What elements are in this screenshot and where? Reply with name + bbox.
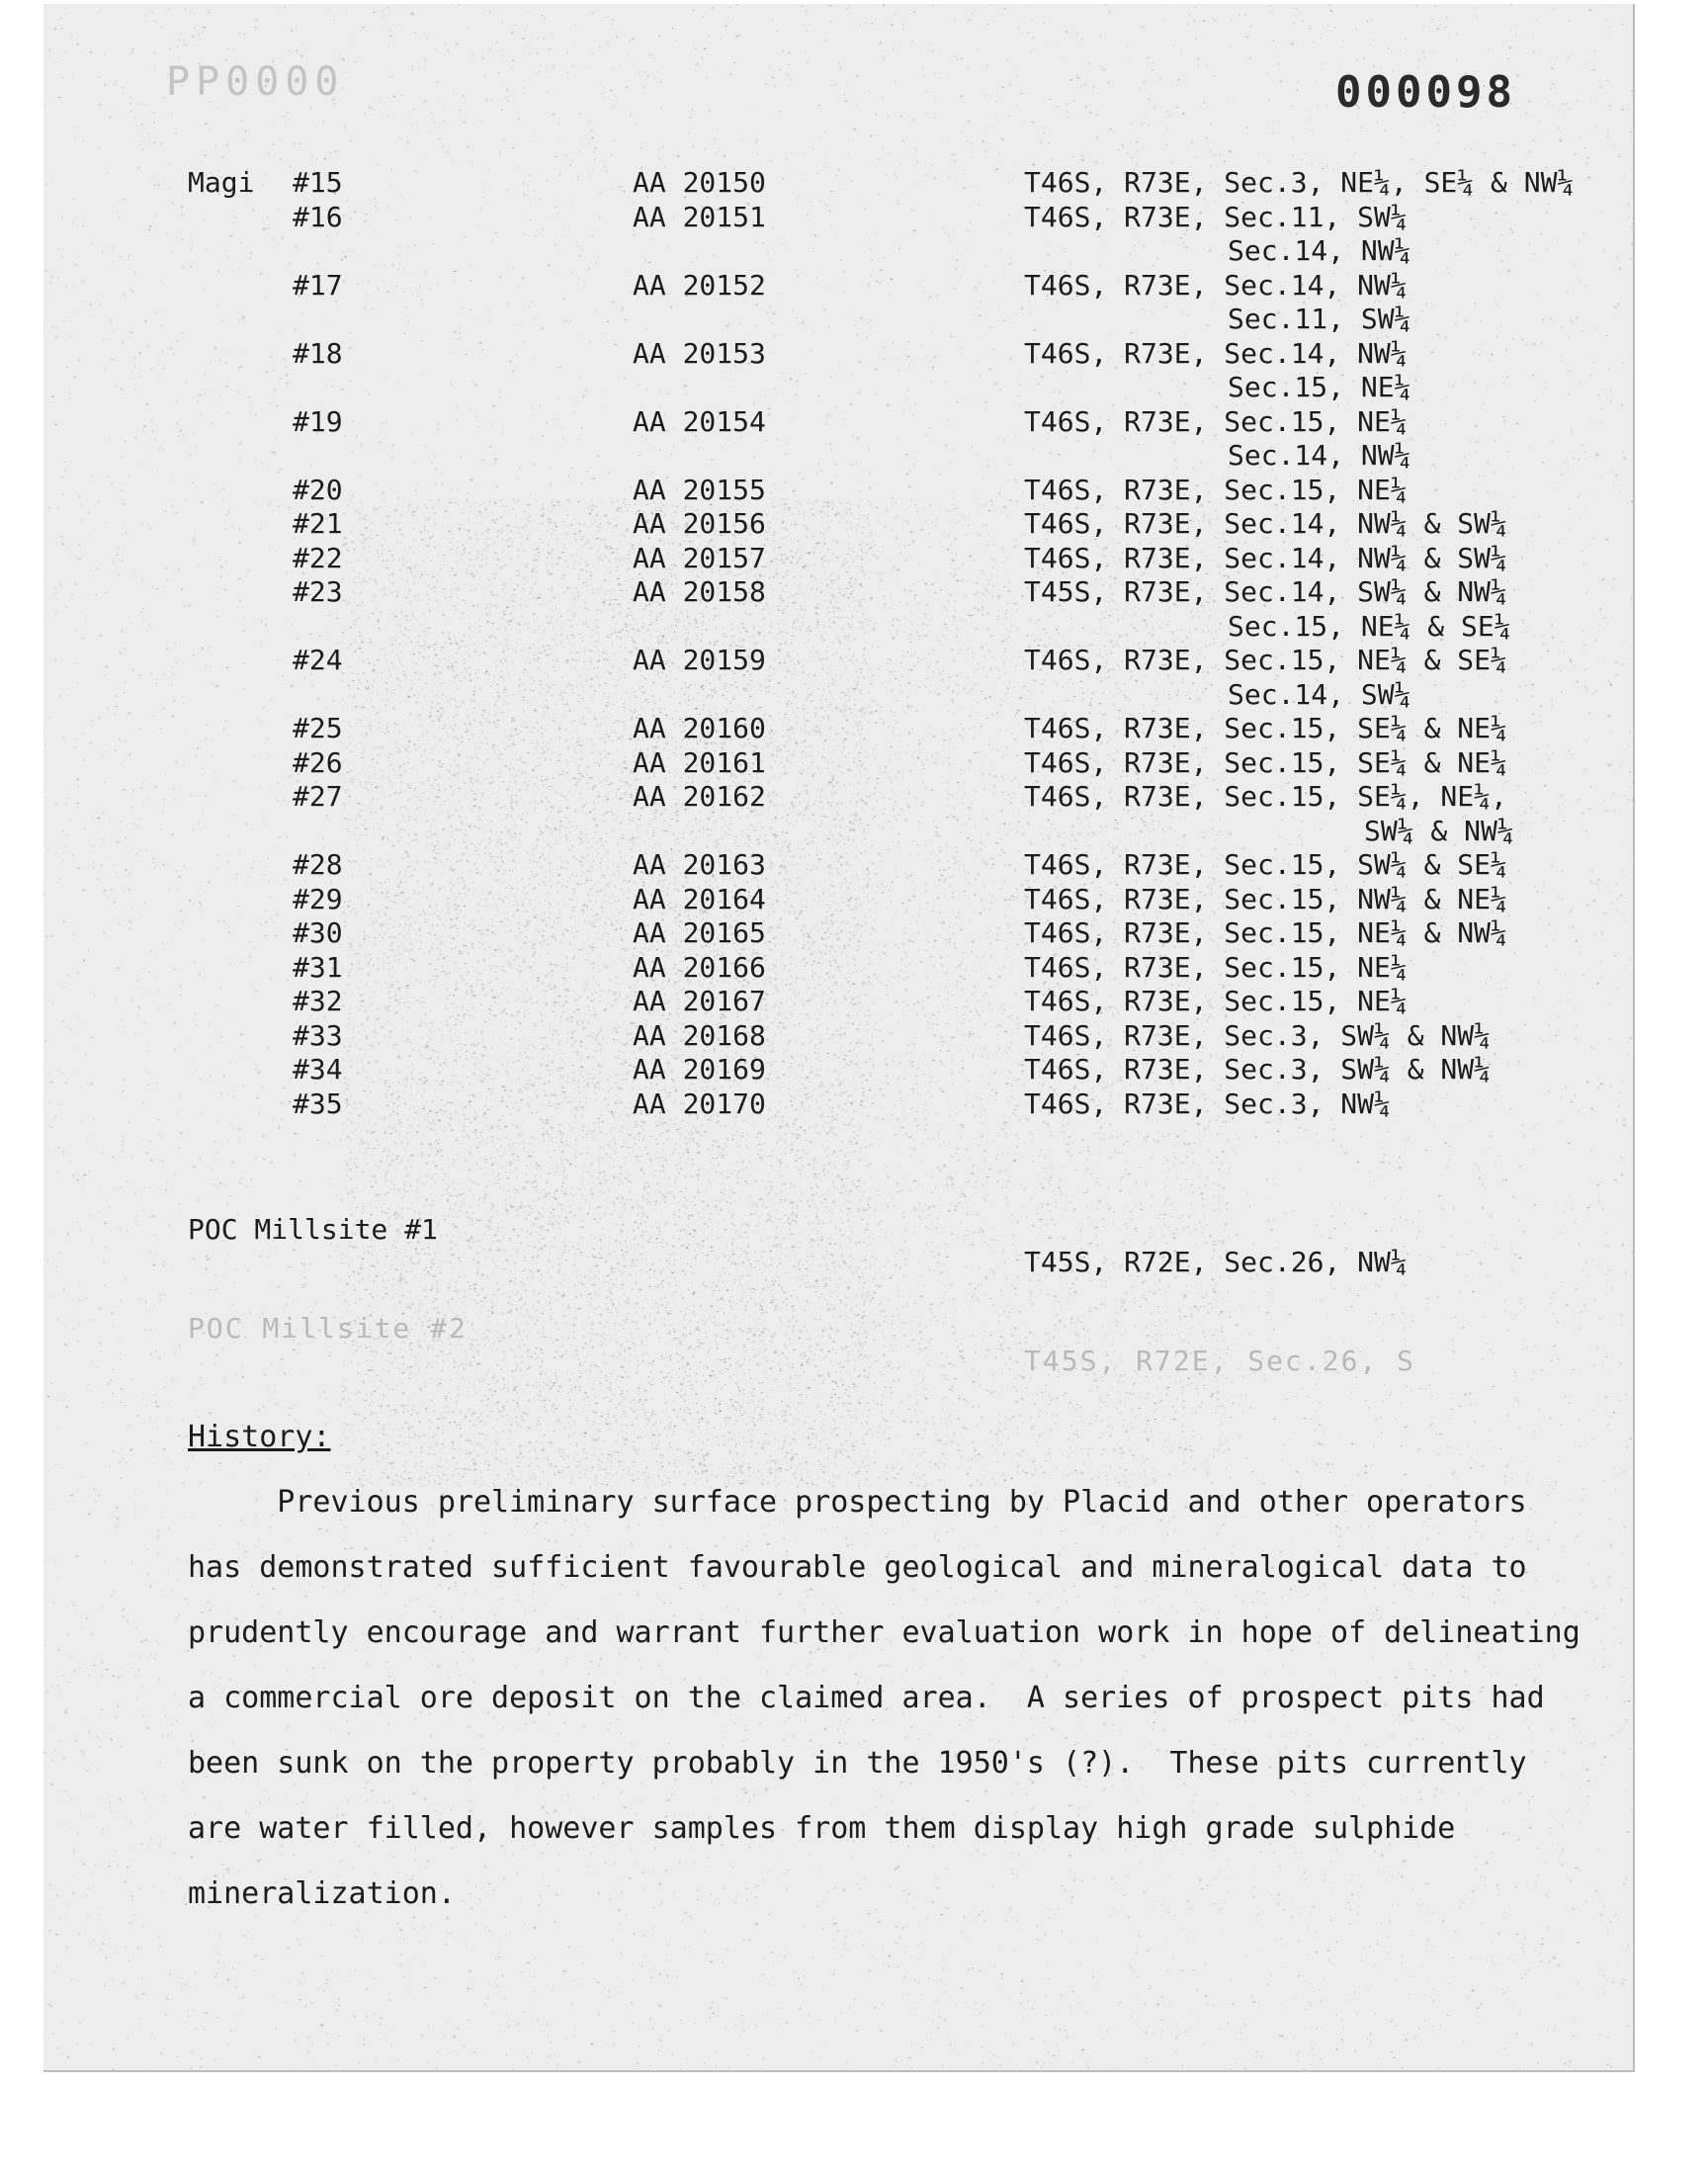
claim-location-continued: Sec.11, SW¼ — [1228, 303, 1411, 335]
certificate-number: AA 20167 — [633, 985, 766, 1017]
claim-number: #31 — [293, 950, 343, 984]
claim-number: #27 — [293, 780, 343, 813]
millsite-location: T45S, R72E, Sec.26, NW¼ — [1024, 1246, 1408, 1278]
certificate-number: AA 20169 — [633, 1053, 766, 1086]
table-row-continuation — [43, 815, 1633, 848]
claim-location: T46S, R73E, Sec.3, SW¼ & NW¼ — [1024, 1053, 1492, 1086]
claim-number: #24 — [293, 644, 343, 676]
claim-location: T46S, R73E, Sec.14, NW¼ — [1024, 268, 1408, 302]
table-row — [43, 474, 1633, 507]
paragraph-line: been sunk on the property probably in the 1950's (?). These pits currently — [188, 1746, 1527, 1781]
claim-number: #26 — [293, 745, 343, 779]
table-row — [43, 985, 1633, 1018]
certificate-number: AA 20168 — [633, 1018, 766, 1052]
certificate-number: AA 20153 — [633, 336, 766, 370]
table-row — [43, 507, 1633, 541]
paragraph-line: are water filled, however samples from them display high grade sulphide — [188, 1811, 1456, 1846]
claim-location: T46S, R73E, Sec.3, SW¼ & NW¼ — [1024, 1018, 1492, 1052]
certificate-number: AA 20158 — [633, 575, 766, 608]
claim-number: #32 — [293, 985, 343, 1017]
table-row — [43, 644, 1633, 677]
table-row — [43, 883, 1633, 916]
table-row — [43, 746, 1633, 780]
claim-number: #25 — [293, 712, 343, 744]
claim-number: #20 — [293, 473, 343, 506]
table-row-continuation — [43, 234, 1633, 268]
table-row — [43, 780, 1633, 814]
table-row — [43, 951, 1633, 985]
page-number: 000098 — [1335, 67, 1516, 118]
table-row — [43, 712, 1633, 745]
claim-number: #17 — [293, 268, 343, 302]
claim-number: #22 — [293, 541, 343, 574]
table-row-continuation — [43, 371, 1633, 404]
paragraph-line: mineralization. — [188, 1876, 456, 1911]
table-row — [43, 166, 1633, 200]
table-row-continuation — [43, 678, 1633, 712]
claim-location: T46S, R73E, Sec.15, SW¼ & SE¼ — [1024, 848, 1507, 881]
table-row — [43, 405, 1633, 439]
certificate-number: AA 20156 — [633, 507, 766, 540]
faded-location: T45S, R72E, Sec.26, S — [1024, 1345, 1416, 1377]
claim-number: #18 — [293, 336, 343, 370]
claim-number: #23 — [293, 575, 343, 608]
history-heading: History: — [188, 1420, 331, 1454]
certificate-number: AA 20152 — [633, 268, 766, 302]
document-page — [43, 4, 1635, 2072]
claim-location: T46S, R73E, Sec.15, NE¼ — [1024, 950, 1408, 984]
faded-name: POC Millsite #2 — [188, 1312, 468, 1345]
claim-location: T46S, R73E, Sec.14, NW¼ & SW¼ — [1024, 507, 1507, 540]
table-row — [43, 575, 1633, 609]
claim-location: T46S, R73E, Sec.3, NE¼, SE¼ & NW¼ — [1024, 166, 1575, 199]
certificate-number: AA 20164 — [633, 882, 766, 915]
claim-location: T46S, R73E, Sec.15, NW¼ & NE¼ — [1024, 882, 1507, 915]
table-row — [43, 337, 1633, 371]
table-row — [43, 1019, 1633, 1053]
certificate-number: AA 20163 — [633, 848, 766, 881]
paragraph-line: Previous preliminary surface prospecting by Placid and other operators — [188, 1485, 1527, 1520]
claim-number: #33 — [293, 1018, 343, 1052]
history-paragraph — [188, 1485, 1591, 1942]
table-row — [43, 916, 1633, 950]
claim-location: T46S, R73E, Sec.15, NE¼ & SE¼ — [1024, 644, 1507, 676]
certificate-number: AA 20151 — [633, 200, 766, 233]
table-row — [43, 1088, 1633, 1121]
claim-location: T46S, R73E, Sec.15, SE¼ & NE¼ — [1024, 745, 1507, 779]
claim-location: T46S, R73E, Sec.15, NE¼ — [1024, 473, 1408, 506]
table-row — [43, 269, 1633, 303]
claim-location: T46S, R73E, Sec.15, NE¼ — [1024, 404, 1408, 438]
certificate-number: AA 20166 — [633, 950, 766, 984]
paragraph-line: a commercial ore deposit on the claimed area. A series of prospect pits had — [188, 1681, 1545, 1715]
certificate-number: AA 20150 — [633, 166, 766, 199]
table-row-continuation — [43, 610, 1633, 644]
claim-location: T46S, R73E, Sec.3, NW¼ — [1024, 1087, 1391, 1120]
table-row — [43, 1053, 1633, 1087]
millsite-name: POC Millsite #1 — [188, 1213, 438, 1246]
claim-location-continued: Sec.14, SW¼ — [1228, 677, 1411, 711]
claim-location-continued: Sec.15, NE¼ & SE¼ — [1228, 609, 1511, 643]
certificate-number: AA 20170 — [633, 1087, 766, 1120]
certificate-number: AA 20160 — [633, 712, 766, 744]
claim-number: #15 — [293, 166, 343, 199]
faded-line — [43, 1279, 1416, 1410]
claim-location-continued: Sec.14, NW¼ — [1228, 234, 1411, 267]
claim-number: #29 — [293, 882, 343, 915]
table-row — [43, 201, 1633, 234]
certificate-number: AA 20159 — [633, 644, 766, 676]
claim-location: T46S, R73E, Sec.11, SW¼ — [1024, 200, 1408, 233]
claim-location-continued: Sec.15, NE¼ — [1228, 371, 1411, 403]
claim-location: T46S, R73E, Sec.15, SE¼ & NE¼ — [1024, 712, 1507, 744]
claim-location: T46S, R73E, Sec.15, NE¼ & NW¼ — [1024, 916, 1507, 949]
claim-group-name: Magi — [188, 166, 255, 199]
table-row — [43, 542, 1633, 575]
claim-location: T46S, R73E, Sec.15, NE¼ — [1024, 985, 1408, 1017]
faint-stamp: PP0000 — [166, 59, 345, 105]
certificate-number: AA 20165 — [633, 916, 766, 949]
claim-number: #19 — [293, 404, 343, 438]
claim-number: #35 — [293, 1087, 343, 1120]
paragraph-line: has demonstrated sufficient favourable geological and mineralogical data to — [188, 1550, 1527, 1585]
claim-number: #21 — [293, 507, 343, 540]
claim-number: #30 — [293, 916, 343, 949]
claim-location-continued: Sec.14, NW¼ — [1228, 439, 1411, 472]
certificate-number: AA 20162 — [633, 780, 766, 813]
table-row — [43, 848, 1633, 882]
claim-location: T46S, R73E, Sec.14, NW¼ — [1024, 336, 1408, 370]
table-row-continuation — [43, 303, 1633, 336]
claim-number: #28 — [293, 848, 343, 881]
claim-location: T46S, R73E, Sec.14, NW¼ & SW¼ — [1024, 541, 1507, 574]
certificate-number: AA 20154 — [633, 404, 766, 438]
table-row-continuation — [43, 439, 1633, 473]
claim-number: #34 — [293, 1053, 343, 1086]
certificate-number: AA 20155 — [633, 473, 766, 506]
claim-number: #16 — [293, 200, 343, 233]
certificate-number: AA 20157 — [633, 541, 766, 574]
certificate-number: AA 20161 — [633, 745, 766, 779]
paragraph-line: prudently encourage and warrant further evaluation work in hope of delineating — [188, 1615, 1580, 1650]
claim-location: T46S, R73E, Sec.15, SE¼, NE¼, — [1024, 780, 1507, 813]
claim-location: T45S, R73E, Sec.14, SW¼ & NW¼ — [1024, 575, 1507, 608]
claim-location-continued: SW¼ & NW¼ — [1364, 814, 1514, 847]
